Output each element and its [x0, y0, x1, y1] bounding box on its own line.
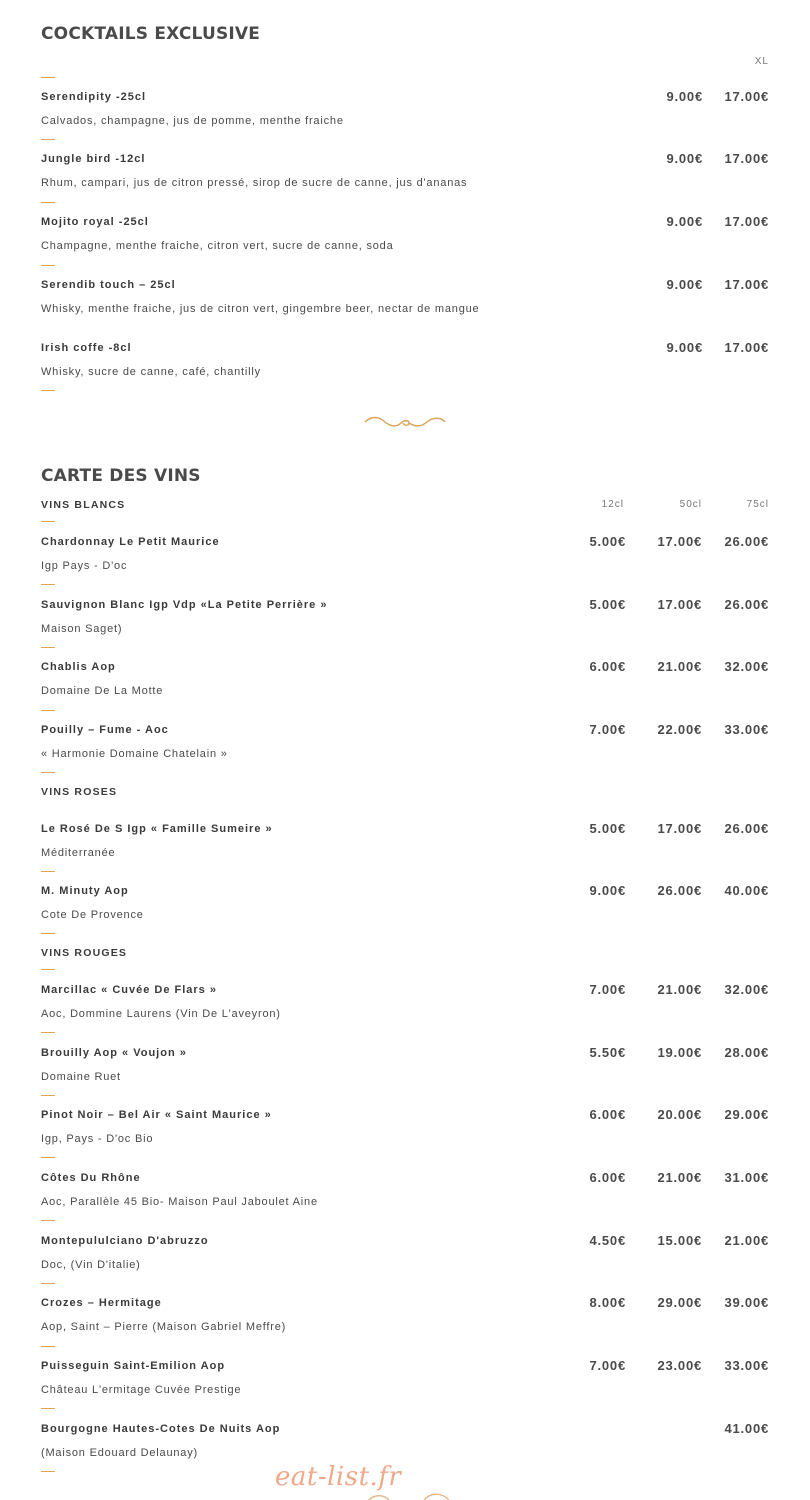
item-name: Serendipity -25cl	[41, 91, 147, 103]
price-xl: 17.00€	[724, 151, 769, 166]
dash-divider	[41, 1346, 55, 1347]
item-description: Calvados, champagne, jus de pomme, menthe fraiche	[41, 115, 344, 127]
price-75cl: 29.00€	[724, 1107, 769, 1122]
menu-item	[41, 1045, 769, 1085]
item-prices	[574, 597, 769, 612]
dash-divider	[41, 139, 55, 140]
item-prices	[574, 722, 769, 737]
item-name: Jungle bird -12cl	[41, 153, 146, 165]
wines-column-headers	[574, 499, 769, 510]
price-75cl: 21.00€	[724, 1233, 769, 1248]
menu-item	[41, 89, 769, 129]
subsection-label-roses: VINS ROSES	[41, 786, 118, 798]
item-description: Aoc, Dommine Laurens (Vin De L'aveyron)	[41, 1008, 281, 1020]
item-prices	[574, 1358, 769, 1373]
menu-item	[41, 214, 769, 254]
item-prices	[641, 151, 769, 166]
item-name: Chablis Aop	[41, 661, 116, 673]
dash-divider	[41, 584, 55, 585]
price-12cl: 6.00€	[589, 659, 626, 674]
menu-item	[41, 1421, 769, 1461]
item-prices	[574, 1233, 769, 1248]
dash-divider	[41, 1283, 55, 1284]
item-description: « Harmonie Domaine Chatelain »	[41, 748, 228, 760]
item-prices	[574, 1421, 769, 1436]
menu-item	[41, 151, 769, 191]
dash-divider	[41, 77, 55, 78]
item-name: Mojito royal -25cl	[41, 216, 149, 228]
price-50cl: 17.00€	[657, 597, 702, 612]
price-regular: 9.00€	[666, 340, 703, 355]
price-12cl: 8.00€	[589, 1295, 626, 1310]
subsection-label-blancs: VINS BLANCS	[41, 499, 126, 511]
menu-item	[41, 821, 769, 861]
price-75cl: 39.00€	[724, 1295, 769, 1310]
menu-item	[41, 1233, 769, 1273]
menu-item	[41, 1107, 769, 1147]
item-prices	[574, 1107, 769, 1122]
item-name: Marcillac « Cuvée De Flars »	[41, 984, 217, 996]
item-description: Maison Saget)	[41, 623, 123, 635]
price-50cl: 17.00€	[657, 821, 702, 836]
item-prices	[574, 883, 769, 898]
item-description: Aop, Saint – Pierre (Maison Gabriel Meffre)	[41, 1321, 287, 1333]
wines-section-title: CARTE DES VINS	[41, 466, 201, 486]
item-name: Bourgogne Hautes-Cotes De Nuits Aop	[41, 1423, 281, 1435]
price-50cl: 15.00€	[657, 1233, 702, 1248]
menu-item	[41, 1170, 769, 1210]
menu-item	[41, 659, 769, 699]
menu-item	[41, 277, 769, 317]
dash-divider	[41, 1095, 55, 1096]
price-50cl: 19.00€	[657, 1045, 702, 1060]
menu-item	[41, 883, 769, 923]
price-75cl: 41.00€	[724, 1421, 769, 1436]
price-12cl: 6.00€	[589, 1170, 626, 1185]
cocktails-column-header	[729, 56, 769, 67]
dash-divider	[41, 1032, 55, 1033]
item-name: Serendib touch – 25cl	[41, 279, 176, 291]
item-description: Cote De Provence	[41, 909, 144, 921]
dash-divider	[41, 871, 55, 872]
price-regular: 9.00€	[666, 151, 703, 166]
item-prices	[574, 821, 769, 836]
price-50cl: 21.00€	[657, 982, 702, 997]
dash-divider	[41, 521, 55, 522]
item-description: Domaine De La Motte	[41, 685, 164, 697]
price-12cl: 5.00€	[589, 534, 626, 549]
item-name: Le Rosé De S Igp « Famille Sumeire »	[41, 823, 273, 835]
price-xl: 17.00€	[724, 214, 769, 229]
dash-divider	[41, 1220, 55, 1221]
item-description: Whisky, menthe fraiche, jus de citron vert, gingembre beer, nectar de mangue	[41, 303, 480, 315]
item-description: Rhum, campari, jus de citron pressé, sirop de sucre de canne, jus d'ananas	[41, 177, 468, 189]
menu-item	[41, 722, 769, 762]
price-12cl: 6.00€	[589, 1107, 626, 1122]
price-50cl: 26.00€	[657, 883, 702, 898]
item-prices	[574, 1170, 769, 1185]
dash-divider	[41, 772, 55, 773]
price-75cl: 32.00€	[724, 659, 769, 674]
price-50cl: 23.00€	[657, 1358, 702, 1373]
price-12cl: 7.00€	[589, 722, 626, 737]
dash-divider	[41, 202, 55, 203]
item-name: Montepululciano D'abruzzo	[41, 1235, 209, 1247]
price-12cl: 9.00€	[589, 883, 626, 898]
item-description: Champagne, menthe fraiche, citron vert, sucre de canne, soda	[41, 240, 394, 252]
price-50cl: 22.00€	[657, 722, 702, 737]
col-header-75cl: 75cl	[746, 499, 769, 510]
price-75cl: 26.00€	[724, 821, 769, 836]
price-50cl: 21.00€	[657, 659, 702, 674]
price-xl: 17.00€	[724, 340, 769, 355]
item-description: Igp, Pays - D'oc Bio	[41, 1133, 154, 1145]
item-prices	[574, 1045, 769, 1060]
price-75cl: 32.00€	[724, 982, 769, 997]
price-50cl: 29.00€	[657, 1295, 702, 1310]
menu-item	[41, 534, 769, 574]
item-prices	[641, 277, 769, 292]
watermark-text: eat-list.fr	[275, 1462, 402, 1492]
price-75cl: 40.00€	[724, 883, 769, 898]
price-12cl: 5.00€	[589, 821, 626, 836]
item-prices	[574, 1295, 769, 1310]
item-name: Pinot Noir – Bel Air « Saint Maurice »	[41, 1109, 272, 1121]
item-description: Château L'ermitage Cuvée Prestige	[41, 1384, 242, 1396]
item-prices	[574, 659, 769, 674]
dash-divider	[41, 933, 55, 934]
item-description: Domaine Ruet	[41, 1071, 121, 1083]
item-name: Brouilly Aop « Voujon »	[41, 1047, 187, 1059]
price-50cl: 20.00€	[657, 1107, 702, 1122]
item-prices	[641, 340, 769, 355]
price-75cl: 26.00€	[724, 534, 769, 549]
price-12cl: 7.00€	[589, 1358, 626, 1373]
price-75cl: 28.00€	[724, 1045, 769, 1060]
price-regular: 9.00€	[666, 89, 703, 104]
col-header-50cl: 50cl	[679, 499, 702, 510]
price-regular: 9.00€	[666, 277, 703, 292]
item-description: (Maison Edouard Delaunay)	[41, 1447, 198, 1459]
flourish-ornament-icon	[363, 414, 447, 430]
price-xl: 17.00€	[724, 89, 769, 104]
dash-divider	[41, 969, 55, 970]
item-name: Puisseguin Saint-Emilion Aop	[41, 1360, 226, 1372]
menu-item	[41, 1358, 769, 1398]
subsection-label-rouges: VINS ROUGES	[41, 947, 128, 959]
item-prices	[574, 982, 769, 997]
dash-divider	[41, 390, 55, 391]
col-header-12cl: 12cl	[601, 499, 624, 510]
item-description: Doc, (Vin D'italie)	[41, 1259, 141, 1271]
item-prices	[641, 214, 769, 229]
price-12cl: 7.00€	[589, 982, 626, 997]
item-name: Pouilly – Fume - Aoc	[41, 724, 169, 736]
price-xl: 17.00€	[724, 277, 769, 292]
price-12cl: 5.50€	[589, 1045, 626, 1060]
cocktails-section-title: COCKTAILS EXCLUSIVE	[41, 24, 261, 44]
dash-divider	[41, 1408, 55, 1409]
item-name: Sauvignon Blanc Igp Vdp «La Petite Perrière »	[41, 599, 328, 611]
price-12cl: 4.50€	[589, 1233, 626, 1248]
item-name: M. Minuty Aop	[41, 885, 129, 897]
item-description: Aoc, Parallèle 45 Bio- Maison Paul Jaboulet Aine	[41, 1196, 318, 1208]
menu-item	[41, 982, 769, 1022]
item-name: Crozes – Hermitage	[41, 1297, 162, 1309]
dash-divider	[41, 1157, 55, 1158]
dash-divider	[41, 647, 55, 648]
price-75cl: 33.00€	[724, 722, 769, 737]
dash-divider	[41, 1471, 55, 1472]
item-description: Whisky, sucre de canne, café, chantilly	[41, 366, 261, 378]
item-description: Igp Pays - D'oc	[41, 560, 128, 572]
dash-divider	[41, 710, 55, 711]
menu-item	[41, 340, 769, 380]
price-regular: 9.00€	[666, 214, 703, 229]
item-name: Chardonnay Le Petit Maurice	[41, 536, 220, 548]
item-prices	[574, 534, 769, 549]
flourish-ornament-icon	[363, 1492, 453, 1500]
price-75cl: 26.00€	[724, 597, 769, 612]
item-prices	[641, 89, 769, 104]
menu-item	[41, 1295, 769, 1335]
item-description: Méditerranée	[41, 847, 116, 859]
price-50cl: 17.00€	[657, 534, 702, 549]
price-75cl: 33.00€	[724, 1358, 769, 1373]
price-75cl: 31.00€	[724, 1170, 769, 1185]
dash-divider	[41, 265, 55, 266]
col-header-xl: XL	[754, 56, 769, 67]
item-name: Irish coffe -8cl	[41, 342, 132, 354]
price-50cl: 21.00€	[657, 1170, 702, 1185]
menu-item	[41, 597, 769, 637]
item-name: Côtes Du Rhône	[41, 1172, 141, 1184]
price-12cl: 5.00€	[589, 597, 626, 612]
